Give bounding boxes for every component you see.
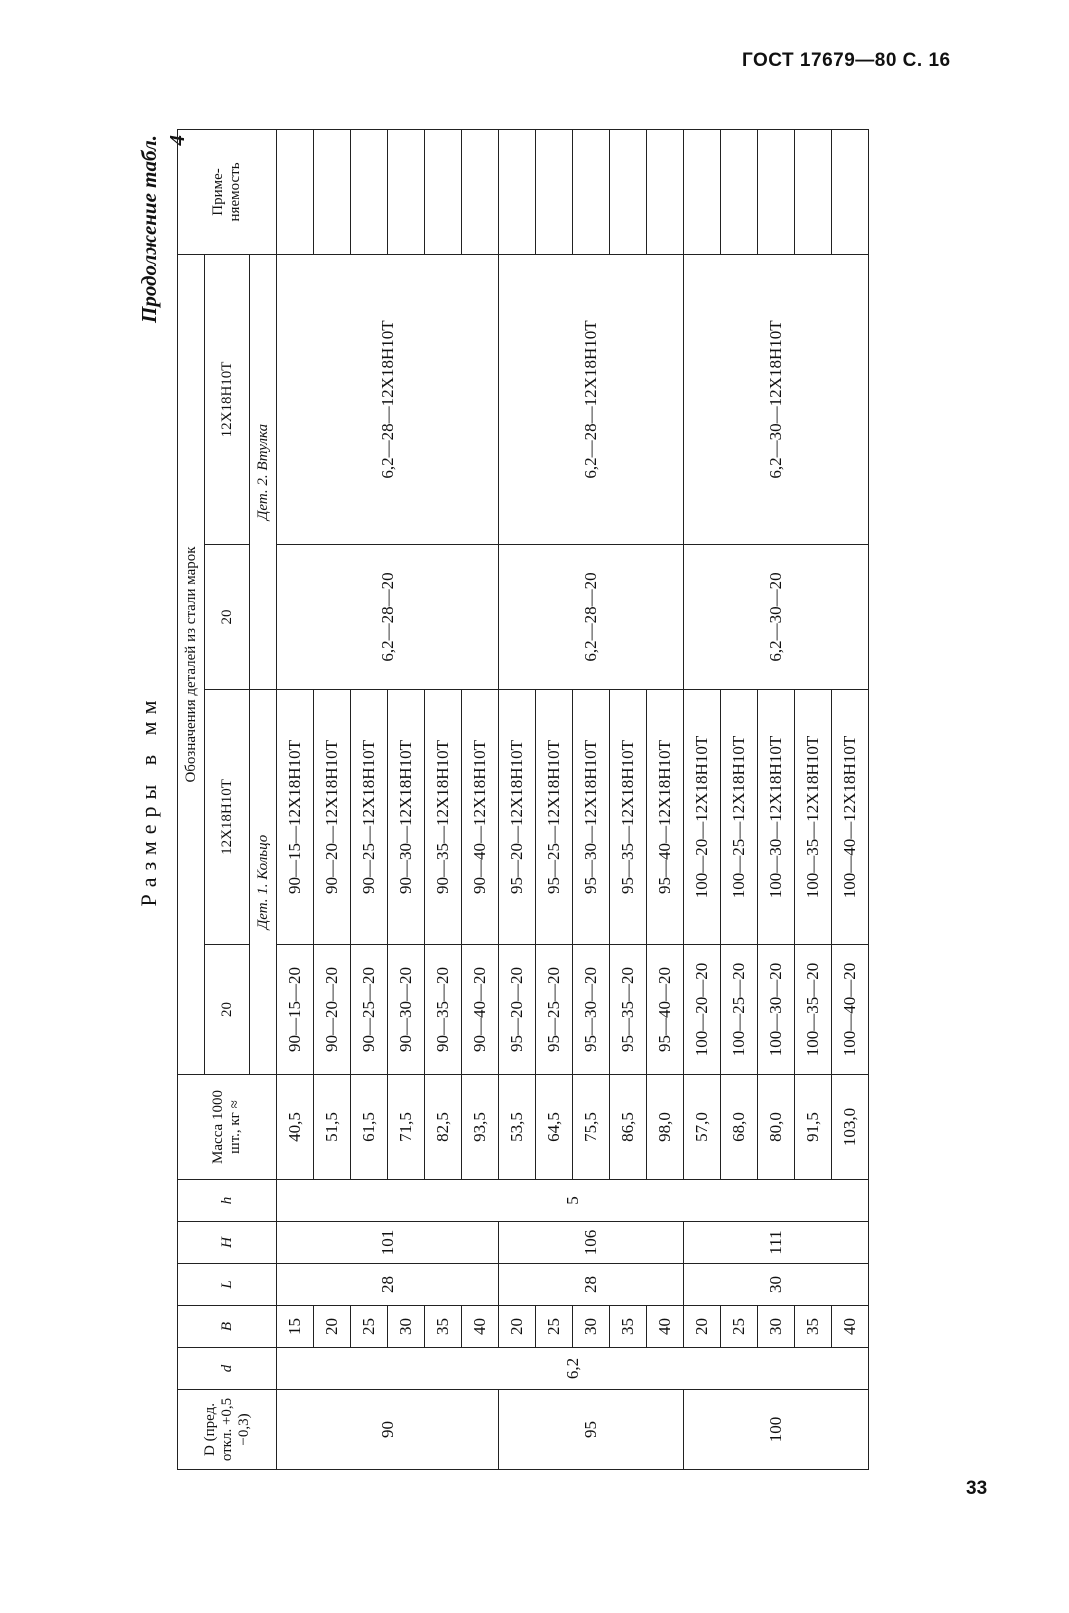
cell-d: 6,2 <box>277 1348 869 1390</box>
cell-ring-20: 90—15—20 <box>277 945 314 1075</box>
cell-mass: 68,0 <box>721 1075 758 1180</box>
cell-ring-20: 90—40—20 <box>462 945 499 1075</box>
cell-H: 106 <box>499 1222 684 1264</box>
cell-D: 95 <box>499 1390 684 1470</box>
cell-ring-20: 95—30—20 <box>573 945 610 1075</box>
cell-B: 40 <box>647 1306 684 1348</box>
cell-mass: 71,5 <box>388 1075 425 1180</box>
cell-B: 30 <box>573 1306 610 1348</box>
cell-applicability <box>425 129 462 254</box>
cell-applicability <box>499 129 536 254</box>
cell-B: 35 <box>425 1306 462 1348</box>
table-title: Размеры в мм <box>136 693 161 907</box>
cell-B: 20 <box>499 1306 536 1348</box>
cell-mass: 93,5 <box>462 1075 499 1180</box>
cell-ring-20: 95—35—20 <box>610 945 647 1075</box>
cell-ring-12x: 95—30—12Х18Н10Т <box>573 690 610 945</box>
cell-ring-12x: 90—15—12Х18Н10Т <box>277 690 314 945</box>
cell-D: 90 <box>277 1390 499 1470</box>
cell-B: 30 <box>758 1306 795 1348</box>
table-row <box>684 129 721 1469</box>
col-header-ring-12x: 12Х18Н10Т <box>205 690 250 945</box>
cell-ring-12x: 95—40—12Х18Н10Т <box>647 690 684 945</box>
cell-B: 25 <box>721 1306 758 1348</box>
cell-mass: 103,0 <box>832 1075 869 1180</box>
cell-ring-20: 95—20—20 <box>499 945 536 1075</box>
cell-B: 25 <box>351 1306 388 1348</box>
cell-bushing-20: 6,2—30—20 <box>684 545 869 690</box>
cell-B: 30 <box>388 1306 425 1348</box>
cell-applicability <box>536 129 573 254</box>
part-bushing-label: Дет. 2. Втулка <box>250 254 277 689</box>
cell-mass: 75,5 <box>573 1075 610 1180</box>
cell-ring-12x: 100—25—12Х18Н10Т <box>721 690 758 945</box>
cell-B: 40 <box>462 1306 499 1348</box>
cell-applicability <box>684 129 721 254</box>
cell-mass: 82,5 <box>425 1075 462 1180</box>
cell-ring-12x: 90—30—12Х18Н10Т <box>388 690 425 945</box>
cell-L: 28 <box>277 1264 499 1306</box>
cell-mass: 53,5 <box>499 1075 536 1180</box>
cell-H: 111 <box>684 1222 869 1264</box>
col-header-ring-20: 20 <box>205 945 250 1075</box>
cell-B: 15 <box>277 1306 314 1348</box>
col-header-mass: Масса 1000 шт., кг ≈ <box>178 1075 277 1180</box>
cell-ring-20: 90—30—20 <box>388 945 425 1075</box>
cell-mass: 91,5 <box>795 1075 832 1180</box>
cell-applicability <box>721 129 758 254</box>
cell-ring-20: 100—30—20 <box>758 945 795 1075</box>
cell-applicability <box>277 129 314 254</box>
col-header-designation-group: Обозначения деталей из стали марок <box>178 254 205 1074</box>
col-header-D: D (пред. откл. +0,5 −0,3) <box>178 1390 277 1470</box>
cell-B: 20 <box>684 1306 721 1348</box>
cell-ring-20: 90—35—20 <box>425 945 462 1075</box>
table-row <box>499 129 536 1469</box>
cell-mass: 98,0 <box>647 1075 684 1180</box>
cell-ring-12x: 95—20—12Х18Н10Т <box>499 690 536 945</box>
cell-L: 30 <box>684 1264 869 1306</box>
cell-applicability <box>795 129 832 254</box>
continuation-label: Продолжение табл. 4 <box>137 135 189 323</box>
cell-applicability <box>573 129 610 254</box>
cell-B: 20 <box>314 1306 351 1348</box>
rotated-table-area <box>135 130 1015 1470</box>
page-number: 33 <box>966 1478 988 1499</box>
cell-D: 100 <box>684 1390 869 1470</box>
col-header-bushing-20: 20 <box>205 545 250 690</box>
cell-applicability <box>832 129 869 254</box>
cell-bushing-20: 6,2—28—20 <box>499 545 684 690</box>
cell-bushing-20: 6,2—28—20 <box>277 545 499 690</box>
col-header-H: H <box>178 1222 277 1264</box>
cell-ring-20: 90—20—20 <box>314 945 351 1075</box>
cell-L: 28 <box>499 1264 684 1306</box>
cell-ring-12x: 90—35—12Х18Н10Т <box>425 690 462 945</box>
cell-mass: 64,5 <box>536 1075 573 1180</box>
cell-mass: 80,0 <box>758 1075 795 1180</box>
cell-ring-12x: 100—40—12Х18Н10Т <box>832 690 869 945</box>
cell-B: 35 <box>610 1306 647 1348</box>
cell-ring-20: 100—35—20 <box>795 945 832 1075</box>
col-header-L: L <box>178 1264 277 1306</box>
cell-bushing-12x: 6,2—28—12Х18Н10Т <box>277 254 499 544</box>
cell-mass: 51,5 <box>314 1075 351 1180</box>
col-header-d: d <box>178 1348 277 1390</box>
cell-h: 5 <box>277 1180 869 1222</box>
cell-ring-20: 100—20—20 <box>684 945 721 1075</box>
cell-applicability <box>314 129 351 254</box>
cell-ring-20: 100—40—20 <box>832 945 869 1075</box>
part-ring-label: Дет. 1. Кольцо <box>250 690 277 1075</box>
cell-applicability <box>388 129 425 254</box>
cell-bushing-12x: 6,2—28—12Х18Н10Т <box>499 254 684 544</box>
col-header-applicability: Приме- няемость <box>178 129 277 254</box>
cell-ring-20: 95—40—20 <box>647 945 684 1075</box>
cell-ring-20: 100—25—20 <box>721 945 758 1075</box>
col-header-h: h <box>178 1180 277 1222</box>
cell-H: 101 <box>277 1222 499 1264</box>
cell-ring-12x: 90—25—12Х18Н10Т <box>351 690 388 945</box>
cell-mass: 86,5 <box>610 1075 647 1180</box>
dimensions-table <box>177 129 869 1470</box>
cell-ring-20: 90—25—20 <box>351 945 388 1075</box>
cell-B: 35 <box>795 1306 832 1348</box>
cell-applicability <box>758 129 795 254</box>
document-header: ГОСТ 17679—80 С. 16 <box>742 50 951 71</box>
cell-ring-20: 95—25—20 <box>536 945 573 1075</box>
col-header-B: B <box>178 1306 277 1348</box>
cell-applicability <box>610 129 647 254</box>
cell-applicability <box>462 129 499 254</box>
cell-bushing-12x: 6,2—30—12Х18Н10Т <box>684 254 869 544</box>
cell-ring-12x: 95—35—12Х18Н10Т <box>610 690 647 945</box>
cell-ring-12x: 100—20—12Х18Н10Т <box>684 690 721 945</box>
cell-B: 40 <box>832 1306 869 1348</box>
cell-ring-12x: 100—30—12Х18Н10Т <box>758 690 795 945</box>
cell-ring-12x: 90—20—12Х18Н10Т <box>314 690 351 945</box>
table-row <box>277 129 314 1469</box>
cell-ring-12x: 100—35—12Х18Н10Т <box>795 690 832 945</box>
cell-mass: 40,5 <box>277 1075 314 1180</box>
cell-mass: 61,5 <box>351 1075 388 1180</box>
cell-ring-12x: 90—40—12Х18Н10Т <box>462 690 499 945</box>
cell-B: 25 <box>536 1306 573 1348</box>
cell-applicability <box>647 129 684 254</box>
col-header-bushing-12x: 12Х18Н10Т <box>205 254 250 544</box>
cell-applicability <box>351 129 388 254</box>
cell-ring-12x: 95—25—12Х18Н10Т <box>536 690 573 945</box>
cell-mass: 57,0 <box>684 1075 721 1180</box>
